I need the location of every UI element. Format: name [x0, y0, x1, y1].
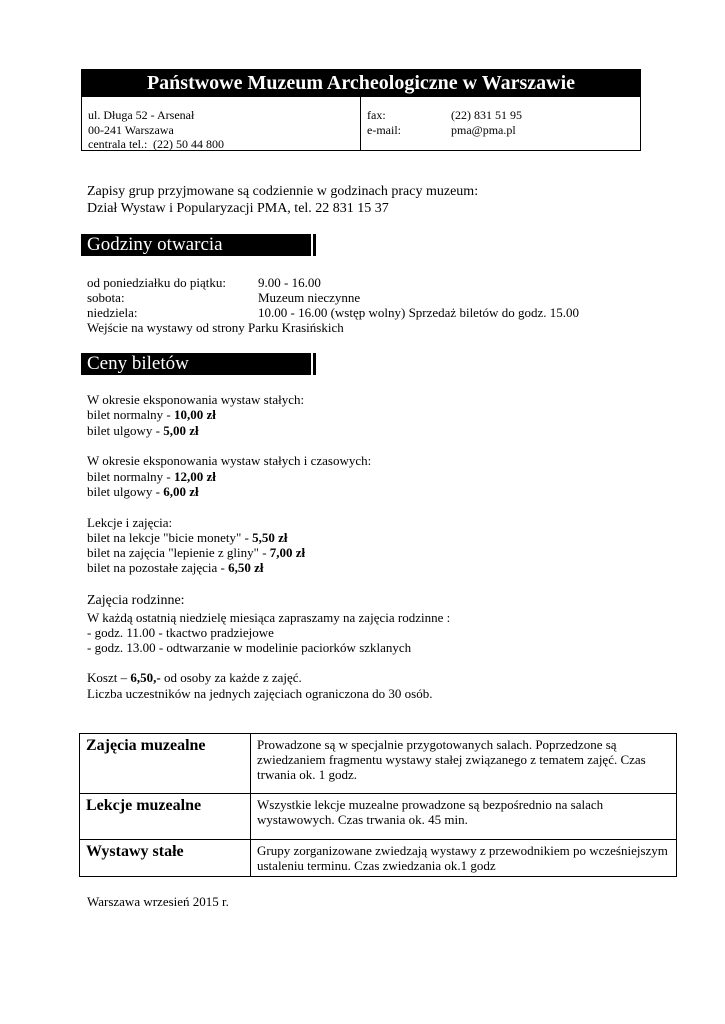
lessons-other-label: bilet na pozostałe zajęcia -: [87, 560, 229, 575]
permanent-normal-ticket: [87, 407, 216, 422]
family-limit: Liczba uczestników na jednych zajęciach ograniczona do 30 osób.: [87, 686, 433, 701]
family-title: Zajęcia rodzinne:: [87, 593, 185, 608]
phone-number: (22) 50 44 800: [153, 137, 224, 151]
hours-label-weekdays: od poniedziałku do piątku:: [87, 275, 227, 290]
email-address: pma@pma.pl: [451, 123, 516, 137]
table-row: [80, 840, 677, 877]
family-cost: [87, 670, 302, 685]
permanent-normal-price: 10,00 zł: [174, 407, 216, 422]
lessons-title: Lekcje i zajęcia:: [87, 515, 173, 530]
lessons-coin-label: bilet na lekcje "bicie monety" -: [87, 530, 253, 545]
header-divider: [360, 97, 361, 151]
email-label: e-mail:: [367, 123, 401, 137]
permanent-reduced-price: 5,00 zł: [163, 423, 199, 438]
lessons-clay-label: bilet na zajęcia "lepienie z gliny" -: [87, 545, 270, 560]
family-cost-value: 6,50,-: [130, 670, 161, 685]
address-line-2: 00-241 Warszawa: [88, 123, 174, 137]
permanent-normal-label: bilet normalny -: [87, 407, 175, 422]
hours-value-saturday: Muzeum nieczynne: [258, 290, 361, 305]
table-row-desc: Grupy zorganizowane zwiedzają wystawy z przewodnikiem po wcześniejszym ustaleniu terminu. Czas zwiedzania ok.1 godz: [251, 840, 677, 877]
permanent-reduced-ticket: [87, 423, 199, 438]
table-row-key: Zajęcia muzealne: [80, 734, 251, 794]
table-row-key: Lekcje muzealne: [80, 794, 251, 840]
intro-line-2: Dział Wystaw i Popularyzacji PMA, tel. 22 831 15 37: [87, 201, 389, 216]
table-row-desc: Prowadzone są w specjalnie przygotowanych salach. Poprzedzone są zwiedzaniem fragmentu wystawy stałej związanego z tematem zajęć. Czas trwania ok. 1 godz.: [251, 734, 677, 794]
museum-title: Państwowe Muzeum Archeologiczne w Warszawie: [82, 70, 640, 97]
table-row-key: Wystawy stałe: [80, 840, 251, 877]
hours-value-weekdays: 9.00 - 16.00: [258, 275, 321, 290]
hours-value-sunday: 10.00 - 16.00 (wstęp wolny) Sprzedaż biletów do godz. 15.00: [258, 305, 579, 320]
lessons-clay-price: 7,00 zł: [269, 545, 306, 560]
entrance-note: Wejście na wystawy od strony Parku Krasińskich: [87, 320, 344, 335]
permanent-title: W okresie eksponowania wystaw stałych:: [87, 392, 305, 407]
temporary-reduced-ticket: [87, 484, 199, 499]
lessons-coin-price: 5,50 zł: [252, 530, 288, 545]
temporary-normal-label: bilet normalny -: [87, 469, 175, 484]
lessons-other-price: 6,50 zł: [228, 560, 264, 575]
intro-line-1: Zapisy grup przyjmowane są codziennie w godzinach pracy muzeum:: [87, 184, 479, 199]
family-cost-prefix: Koszt –: [87, 670, 131, 685]
hours-label-sunday: niedziela:: [87, 305, 138, 320]
temporary-reduced-price: 6,00 zł: [163, 484, 199, 499]
fax-label: fax:: [367, 108, 386, 122]
table-row: [80, 794, 677, 840]
lessons-coin-ticket: [87, 530, 288, 545]
temporary-title: W okresie eksponowania wystaw stałych i czasowych:: [87, 453, 372, 468]
hours-heading: Godziny otwarcia: [81, 234, 311, 256]
prices-heading: Ceny biletów: [81, 353, 311, 375]
phone-label: centrala tel.:: [88, 137, 148, 151]
family-cost-suffix: od osoby za każde z zajęć.: [160, 670, 302, 685]
family-line-1: W każdą ostatnią niedzielę miesiąca zapraszamy na zajęcia rodzinne :: [87, 610, 451, 625]
temporary-reduced-label: bilet ulgowy -: [87, 484, 164, 499]
footer-date: Warszawa wrzesień 2015 r.: [87, 894, 229, 909]
info-table: [79, 733, 677, 877]
permanent-reduced-label: bilet ulgowy -: [87, 423, 164, 438]
address-line-1: ul. Długa 52 - Arsenał: [88, 108, 195, 122]
temporary-normal-ticket: [87, 469, 216, 484]
lessons-clay-ticket: [87, 545, 305, 560]
lessons-other-ticket: [87, 560, 264, 575]
table-row-desc: Wszystkie lekcje muzealne prowadzone są bezpośrednio na salach wystawowych. Czas trwania ok. 45 min.: [251, 794, 677, 840]
temporary-normal-price: 12,00 zł: [174, 469, 216, 484]
fax-number: (22) 831 51 95: [451, 108, 522, 122]
table-row: [80, 734, 677, 794]
museum-header-box: [81, 69, 641, 151]
family-line-3: - godz. 13.00 - odtwarzanie w modelinie paciorków szklanych: [87, 640, 412, 655]
family-line-2: - godz. 11.00 - tkactwo pradziejowe: [87, 625, 274, 640]
hours-label-saturday: sobota:: [87, 290, 125, 305]
